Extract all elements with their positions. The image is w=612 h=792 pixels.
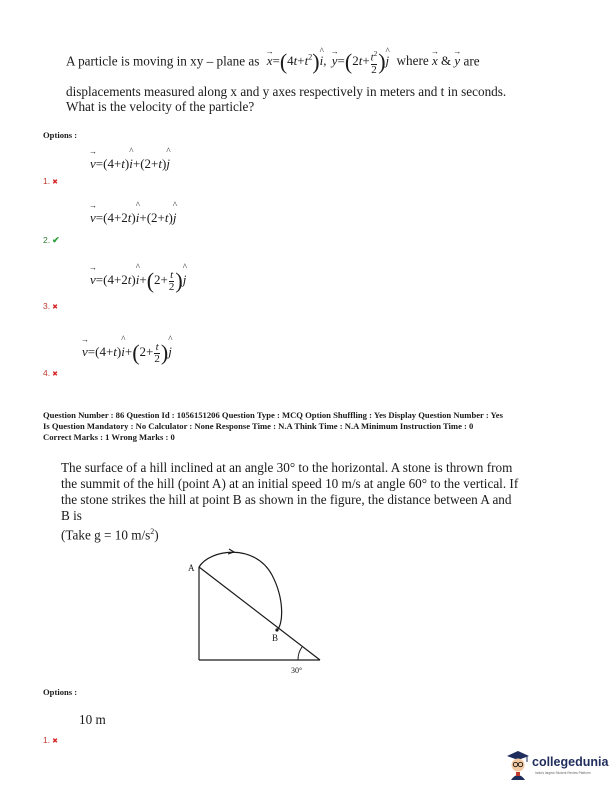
option4-number: 4. ✖ (43, 368, 58, 378)
question1-text-b: where (396, 53, 429, 69)
angle-arc (298, 647, 302, 660)
question1-options-label: Options : (43, 130, 78, 140)
question2-line4: B is (61, 508, 82, 523)
label-angle: 30° (291, 666, 303, 675)
question2-line1: The surface of a hill inclined at an angle 30° to the horizontal. A stone is thrown from (61, 460, 513, 475)
question1-line2: displacements measured along x and y axes respectively in meters and t in seconds. (66, 84, 507, 99)
question-meta-line1: Question Number : 86 Question Id : 1056151206 Question Type : MCQ Option Shuffling : Yes Display Question Number : Yes (43, 410, 503, 420)
collegedunia-logo (505, 748, 609, 782)
expr-y: → y=(2t+ $\frac{t^2}{2}$ )^ j (332, 53, 389, 68)
option2-number: 2. ✔ (43, 235, 60, 245)
option1-formula[interactable]: → v=(4+t)^ i+(2+t)^ j (90, 156, 170, 172)
wrong-mark-icon: ✖ (52, 738, 58, 745)
point-b-dot (275, 628, 278, 631)
question-meta-line3: Correct Marks : 1 Wrong Marks : 0 (43, 432, 175, 442)
option1-number: 1. ✖ (43, 176, 58, 186)
question1-text-a: A particle is moving in xy – plane as (66, 53, 260, 69)
option2-formula[interactable]: → v=(4+2t)^ i+(2+t)^ j (90, 210, 176, 226)
label-b: B (272, 633, 279, 643)
expr-x: → $x=(4t+t^2)\^{}$ i, (267, 53, 327, 68)
question2-option1-number: 1. ✖ (43, 735, 58, 745)
expr-xy: → x & → y (432, 53, 460, 68)
trajectory-arrow-icon (228, 549, 234, 554)
question2-line3: the stone strikes the hill at point B as shown in the figure, the distance between A and (61, 492, 512, 507)
label-a: A (188, 563, 195, 573)
wrong-mark-icon: ✖ (52, 304, 58, 311)
logo-name: collegedunia (532, 755, 609, 769)
wrong-mark-icon: ✖ (52, 179, 58, 186)
question1-line1 (66, 49, 566, 76)
question2-line5: (Take g = 10 $m/s^2$) (61, 527, 159, 543)
logo-tagline: India's largest Student Review Platform (535, 771, 591, 775)
graduate-mascot-icon (505, 748, 531, 780)
option3-number: 3. ✖ (43, 301, 58, 311)
correct-check-icon: ✔ (52, 235, 60, 245)
question1-line3: What is the velocity of the particle? (66, 99, 255, 114)
question-meta-line2: Is Question Mandatory : No Calculator : None Response Time : N.A Think Time : N.A Minimum Instruction Time : 0 (43, 421, 474, 431)
question2-line2: the summit of the hill (point A) at an initial speed 10 m/s at angle 60° to the vertical. If (61, 476, 519, 491)
trajectory-curve (199, 552, 282, 630)
question2-option1-text[interactable]: 10 m (79, 712, 106, 727)
hill-incline-line (199, 567, 320, 660)
option4-formula[interactable]: → v=(4+t)^ i+(2+ $\frac{t}{2}$ )^ j (82, 340, 172, 366)
question1-text-c: are (463, 53, 480, 69)
projectile-figure (180, 545, 330, 680)
option3-formula[interactable]: → v=(4+2t)^ i+(2+ $\frac{t}{2}$ )^ j (90, 268, 186, 294)
wrong-mark-icon: ✖ (52, 371, 58, 378)
question2-options-label: Options : (43, 687, 78, 697)
